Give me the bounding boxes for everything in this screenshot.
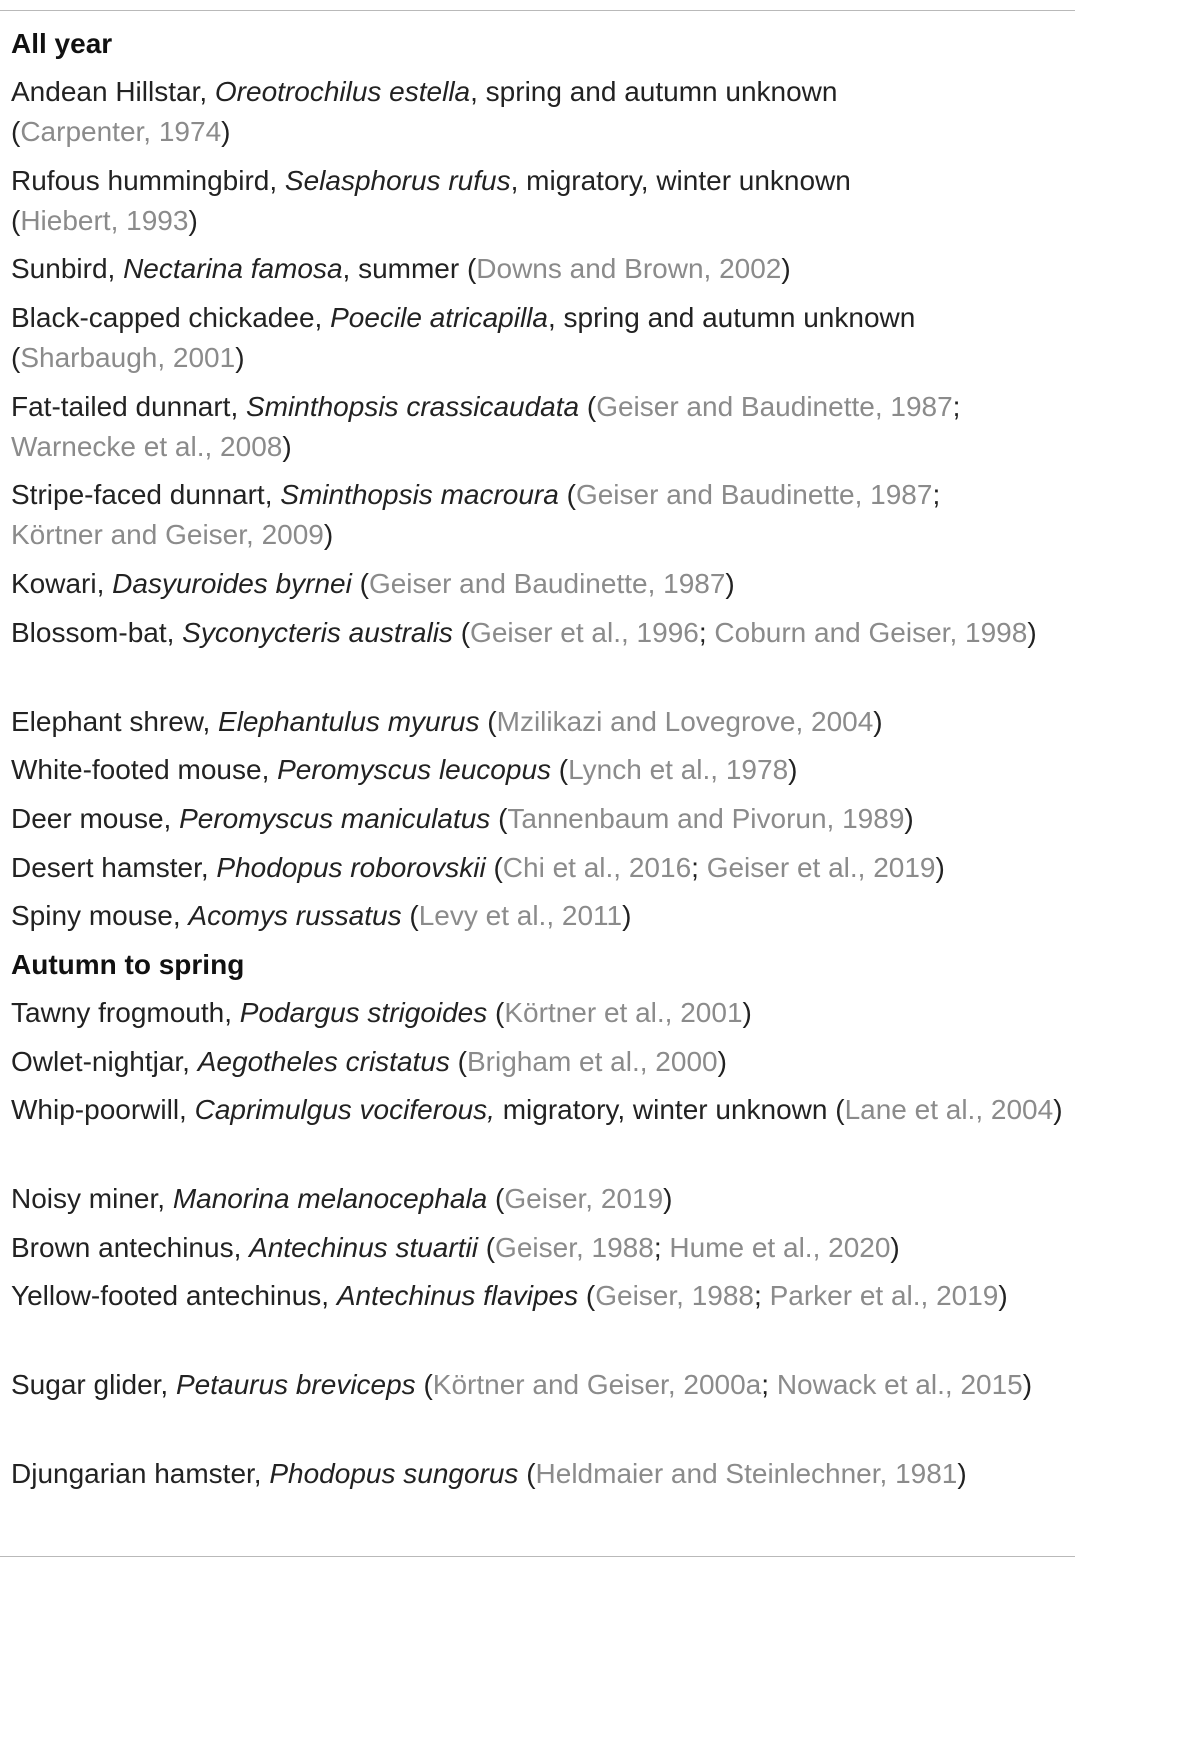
citation-link[interactable]: Warnecke et al., 2008: [11, 430, 283, 462]
list-item: Stripe-faced dunnart, Sminthopsis macroura (Geiser and Baudinette, 1987; Körtner and Geiser, 2009): [11, 479, 941, 551]
citation-link[interactable]: Tannenbaum and Pivorun, 1989: [507, 802, 905, 834]
list-item: Sunbird, Nectarina famosa, summer (Downs and Brown, 2002): [11, 253, 791, 285]
citation-link[interactable]: Geiser et al., 1996: [470, 616, 699, 648]
citation-link[interactable]: Nowack et al., 2015: [776, 1369, 1023, 1401]
list-item: Blossom-bat, Syconycteris australis (Geiser et al., 1996; Coburn and Geiser, 1998): [11, 616, 1037, 648]
list-item: Djungarian hamster, Phodopus sungorus (Heldmaier and Steinlechner, 1981): [11, 1457, 967, 1489]
citation-link[interactable]: Geiser, 2019: [504, 1183, 664, 1214]
species-table: [11, 24, 1066, 1542]
list-item: Desert hamster, Phodopus roborovskii (Chi et al., 2016; Geiser et al., 2019): [11, 851, 945, 883]
citation-link[interactable]: Hume et al., 2020: [669, 1231, 891, 1263]
citation-link[interactable]: Körtner and Geiser, 2000a: [432, 1369, 762, 1401]
citation-link[interactable]: Downs and Brown, 2002: [476, 253, 782, 285]
list-item: Elephant shrew, Elephantulus myurus (Mzilikazi and Lovegrove, 2004): [11, 705, 883, 737]
citation-link[interactable]: Heldmaier and Steinlechner, 1981: [535, 1457, 958, 1489]
list-item: Rufous hummingbird, Selasphorus rufus, migratory, winter unknown (Hiebert, 1993): [11, 164, 851, 236]
citation-link[interactable]: Körtner et al., 2001: [504, 996, 743, 1028]
list-item: Kowari, Dasyuroides byrnei (Geiser and Baudinette, 1987): [11, 568, 735, 600]
list-item: Spiny mouse, Acomys russatus (Levy et al., 2011): [11, 900, 632, 932]
bottom-rule: [0, 1556, 1075, 1557]
citation-link[interactable]: Geiser and Baudinette, 1987: [368, 568, 726, 600]
list-item: Deer mouse, Peromyscus maniculatus (Tannenbaum and Pivorun, 1989): [11, 802, 914, 834]
list-item: White-footed mouse, Peromyscus leucopus (Lynch et al., 1978): [11, 754, 798, 786]
citation-link[interactable]: Levy et al., 2011: [418, 900, 623, 932]
list-item: Owlet-nightjar, Aegotheles cristatus (Brigham et al., 2000): [11, 1045, 727, 1077]
citation-link[interactable]: Sharbaugh, 2001: [20, 342, 236, 374]
citation-link[interactable]: Geiser, 1988: [595, 1280, 755, 1312]
list-item: Noisy miner, Manorina melanocephala (Geiser, 2019): [11, 1183, 673, 1214]
citation-link[interactable]: Carpenter, 1974: [20, 116, 222, 147]
citation-link[interactable]: Mzilikazi and Lovegrove, 2004: [496, 705, 874, 737]
list-item: Sugar glider, Petaurus breviceps (Körtner and Geiser, 2000a; Nowack et al., 2015): [11, 1369, 1033, 1401]
list-item: Fat-tailed dunnart, Sminthopsis crassicaudata (Geiser and Baudinette, 1987; Warnecke et al., 2008): [11, 390, 961, 462]
list-item: Yellow-footed antechinus, Antechinus flavipes (Geiser, 1988; Parker et al., 2019): [11, 1280, 1008, 1312]
section-heading-all-year: All year: [11, 28, 113, 59]
citation-link[interactable]: Hiebert, 1993: [20, 204, 189, 236]
top-rule: [0, 10, 1075, 11]
citation-link[interactable]: Brigham et al., 2000: [467, 1045, 718, 1077]
citation-link[interactable]: Geiser and Baudinette, 1987: [596, 390, 953, 422]
citation-link[interactable]: Geiser and Baudinette, 1987: [575, 479, 933, 511]
citation-link[interactable]: Körtner and Geiser, 2009: [11, 519, 324, 551]
list-item: Andean Hillstar, Oreotrochilus estella, spring and autumn unknown (Carpenter, 1974): [11, 76, 838, 147]
list-item: Tawny frogmouth, Podargus strigoides (Körtner et al., 2001): [11, 996, 752, 1028]
section-heading-autumn-to-spring: Autumn to spring: [11, 948, 245, 980]
citation-link[interactable]: Geiser et al., 2019: [706, 851, 936, 883]
list-item: Black-capped chickadee, Poecile atricapilla, spring and autumn unknown (Sharbaugh, 2001): [11, 302, 916, 374]
citation-link[interactable]: Parker et al., 2019: [769, 1280, 999, 1312]
list-item: Whip-poorwill, Caprimulgus vociferous, migratory, winter unknown (Lane et al., 2004): [11, 1094, 1063, 1126]
citation-link[interactable]: Coburn and Geiser, 1998: [714, 616, 1028, 648]
citation-link[interactable]: Lynch et al., 1978: [568, 754, 789, 786]
citation-link[interactable]: Geiser, 1988: [495, 1231, 654, 1263]
citation-link[interactable]: Lane et al., 2004: [844, 1094, 1054, 1126]
list-item: Brown antechinus, Antechinus stuartii (Geiser, 1988; Hume et al., 2020): [11, 1231, 900, 1263]
citation-link[interactable]: Chi et al., 2016: [502, 851, 692, 883]
